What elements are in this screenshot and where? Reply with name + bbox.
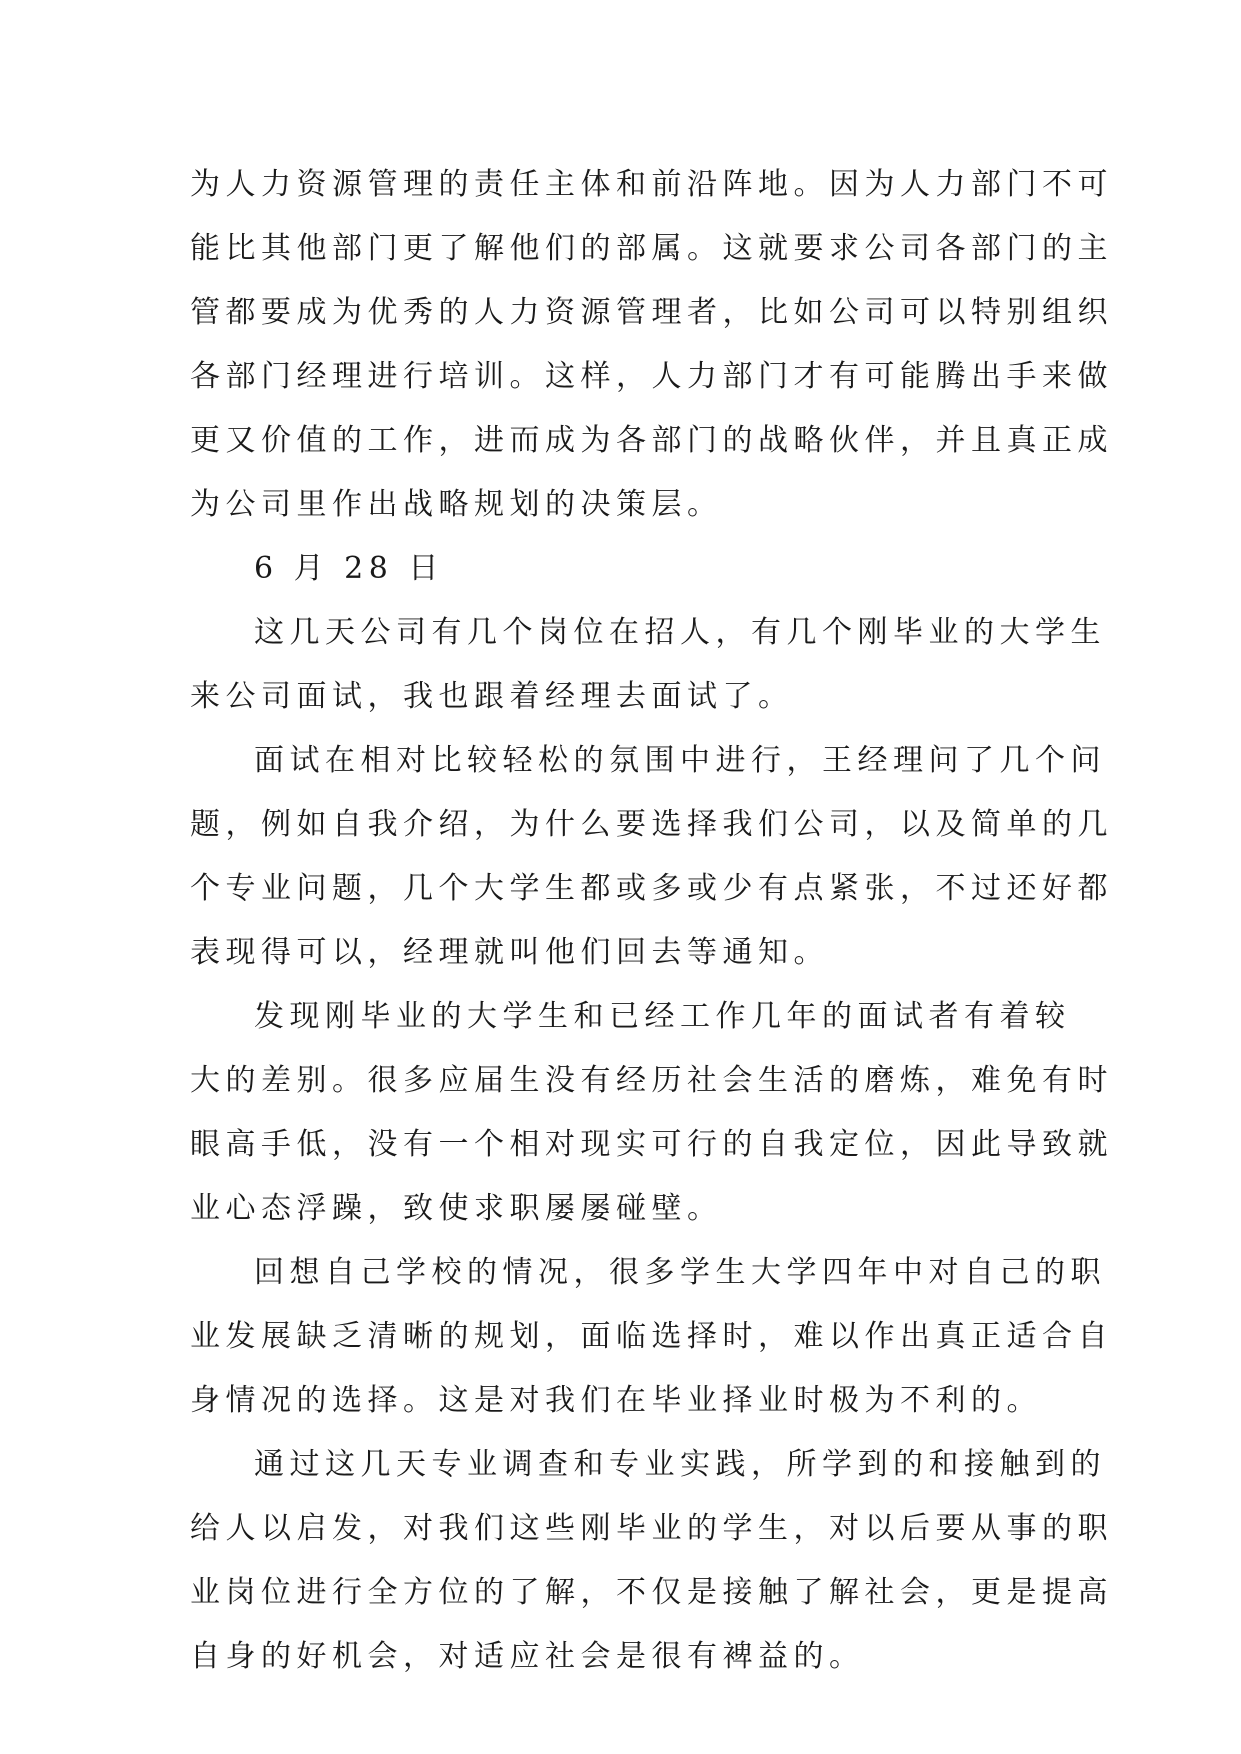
paragraph-line: 眼高手低，没有一个相对现实可行的自我定位，因此导致就: [190, 1127, 1113, 1162]
paragraph-line: 发现刚毕业的大学生和已经工作几年的面试者有着较: [254, 999, 1071, 1034]
paragraph-line: 面试在相对比较轻松的氛围中进行，王经理问了几个问: [254, 743, 1106, 778]
paragraph-line: 来公司面试，我也跟着经理去面试了。: [190, 679, 794, 714]
paragraph-line: 给人以启发，对我们这些刚毕业的学生，对以后要从事的职: [190, 1511, 1113, 1546]
paragraph-line: 能比其他部门更了解他们的部属。这就要求公司各部门的主: [190, 231, 1113, 266]
paragraph-line: 大的差别。很多应届生没有经历社会生活的磨炼，难免有时: [190, 1063, 1113, 1098]
paragraph-line: 为公司里作出战略规划的决策层。: [190, 487, 723, 522]
paragraph-line: 表现得可以，经理就叫他们回去等通知。: [190, 935, 829, 970]
paragraph-line: 回想自己学校的情况，很多学生大学四年中对自己的职: [254, 1255, 1106, 1290]
paragraph-line: 业发展缺乏清晰的规划，面临选择时，难以作出真正适合自: [190, 1319, 1113, 1354]
paragraph-line: 这几天公司有几个岗位在招人，有几个刚毕业的大学生: [254, 615, 1106, 650]
paragraph-line: 自身的好机会，对适应社会是很有裨益的。: [190, 1639, 865, 1674]
paragraph-line: 个专业问题，几个大学生都或多或少有点紧张，不过还好都: [190, 871, 1113, 906]
paragraph-line: 更又价值的工作，进而成为各部门的战略伙伴，并且真正成: [190, 423, 1113, 458]
paragraph-line: 业心态浮躁，致使求职屡屡碰壁。: [190, 1191, 723, 1226]
paragraph-line: 管都要成为优秀的人力资源管理者，比如公司可以特别组织: [190, 295, 1113, 330]
paragraph-line: 为人力资源管理的责任主体和前沿阵地。因为人力部门不可: [190, 167, 1113, 202]
paragraph-line: 身情况的选择。这是对我们在毕业择业时极为不利的。: [190, 1383, 1042, 1418]
paragraph-line: 业岗位进行全方位的了解，不仅是接触了解社会，更是提高: [190, 1575, 1113, 1610]
paragraph-line: 各部门经理进行培训。这样，人力部门才有可能腾出手来做: [190, 359, 1113, 394]
date-heading: 6 月 28 日: [254, 551, 444, 586]
paragraph-line: 通过这几天专业调查和专业实践，所学到的和接触到的: [254, 1447, 1106, 1482]
paragraph-line: 题，例如自我介绍，为什么要选择我们公司，以及简单的几: [190, 807, 1113, 842]
